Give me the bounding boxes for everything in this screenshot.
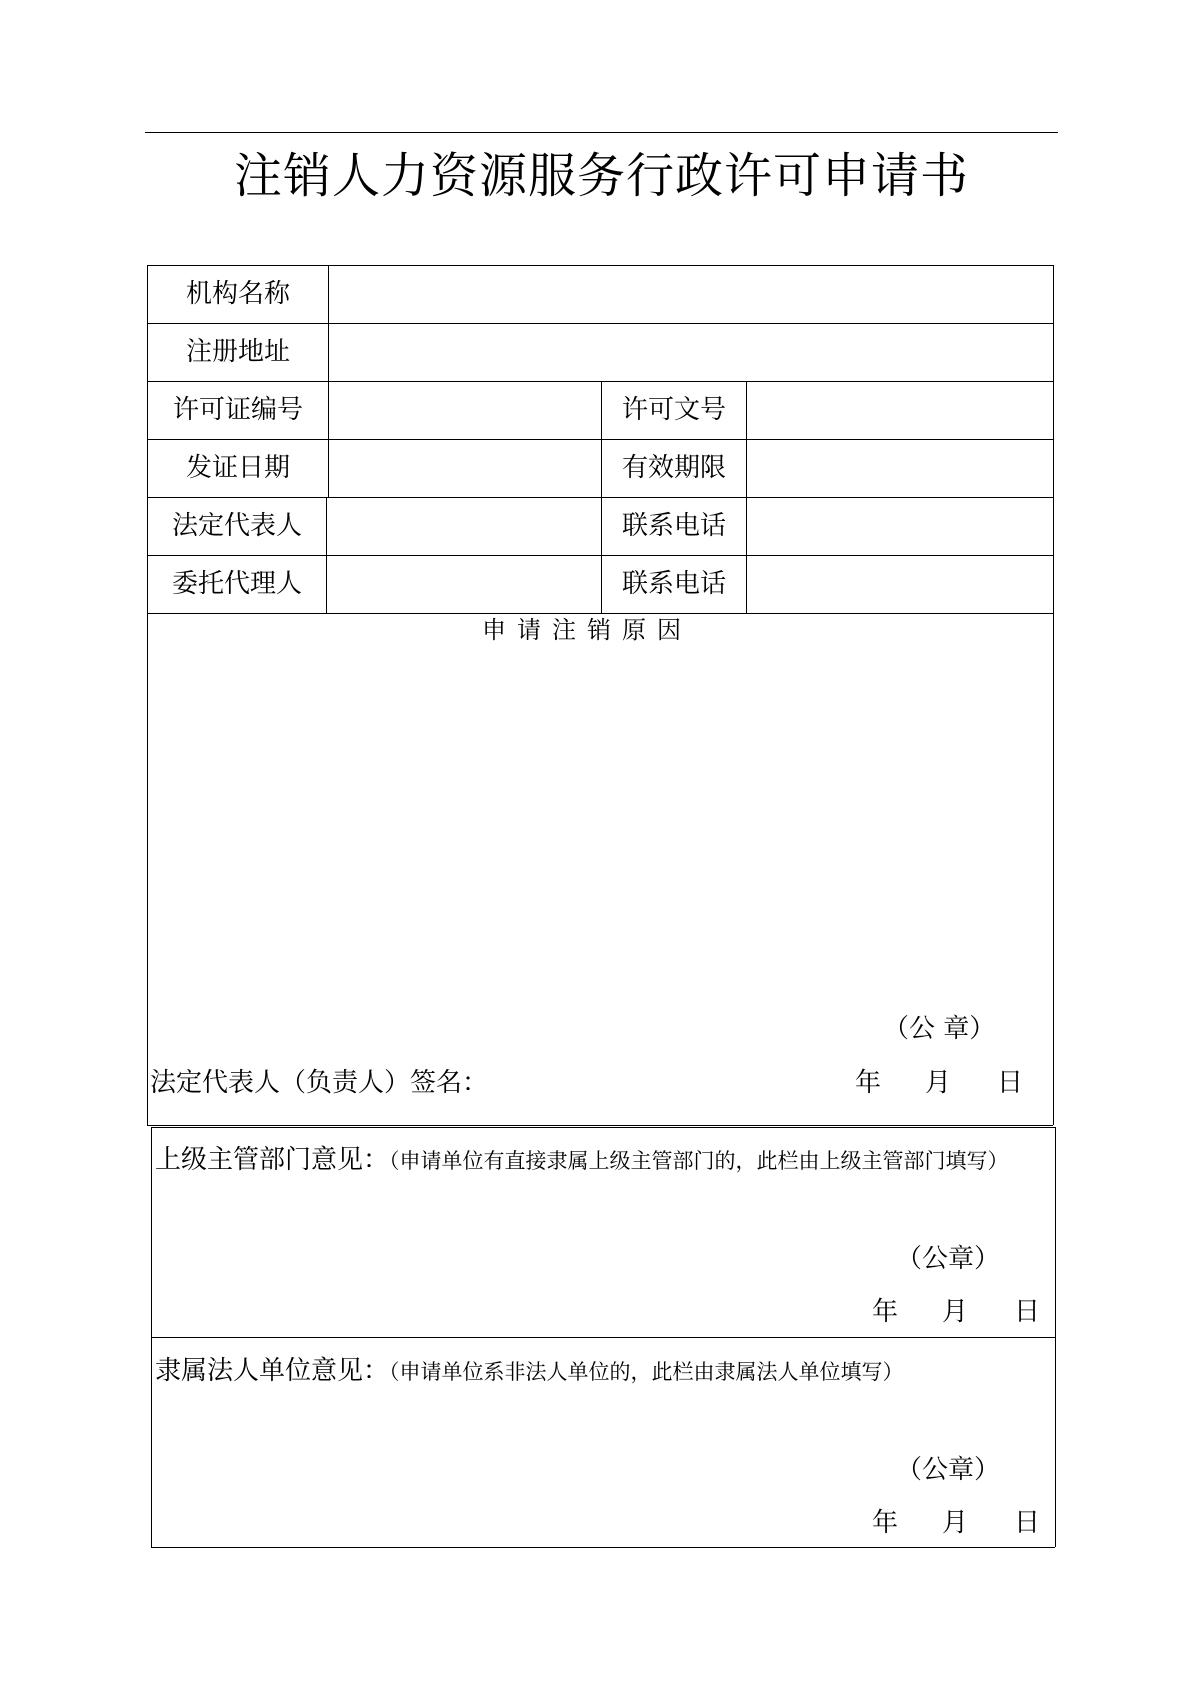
phone-label-2: 联系电话 bbox=[621, 569, 726, 599]
title-rule bbox=[145, 132, 1058, 133]
legal-entity-day: 日 bbox=[1014, 1508, 1041, 1538]
license-no-field[interactable] bbox=[330, 382, 600, 438]
reason-month: 月 bbox=[925, 1068, 952, 1098]
legal-entity-year: 年 bbox=[872, 1508, 899, 1538]
supervisor-seal: （公章） bbox=[896, 1244, 1001, 1274]
org-name-field[interactable] bbox=[330, 266, 1052, 322]
page-title: 注销人力资源服务行政许可申请书 bbox=[233, 148, 969, 204]
supervisor-day: 日 bbox=[1014, 1297, 1041, 1327]
phone-field-2[interactable] bbox=[748, 556, 1052, 612]
agent-field[interactable] bbox=[328, 556, 600, 612]
issue-date-label: 发证日期 bbox=[185, 453, 290, 483]
legal-entity-label: 隶属法人单位意见： bbox=[155, 1356, 390, 1386]
reg-address-field[interactable] bbox=[330, 324, 1052, 380]
legal-entity-opinion bbox=[155, 1350, 904, 1387]
issue-date-field[interactable] bbox=[330, 440, 600, 496]
legal-entity-month: 月 bbox=[942, 1508, 969, 1538]
supervisor-opinion bbox=[155, 1139, 1009, 1176]
legal-entity-seal: （公章） bbox=[896, 1455, 1001, 1485]
signature-label: 法定代表人（负责人）签名： bbox=[150, 1068, 489, 1098]
agent-label: 委托代理人 bbox=[171, 569, 302, 599]
supervisor-month: 月 bbox=[942, 1297, 969, 1327]
reg-address-label: 注册地址 bbox=[185, 337, 290, 367]
validity-field[interactable] bbox=[748, 440, 1052, 496]
permit-doc-no-label: 许可文号 bbox=[621, 395, 726, 425]
reason-field[interactable] bbox=[150, 650, 1050, 990]
legal-rep-field[interactable] bbox=[328, 498, 600, 554]
license-no-label: 许可证编号 bbox=[172, 395, 303, 425]
supervisor-label: 上级主管部门意见： bbox=[155, 1145, 390, 1175]
reason-year: 年 bbox=[855, 1068, 882, 1098]
validity-label: 有效期限 bbox=[621, 453, 726, 483]
phone-field-1[interactable] bbox=[748, 498, 1052, 554]
permit-doc-no-field[interactable] bbox=[748, 382, 1052, 438]
reason-day: 日 bbox=[997, 1068, 1024, 1098]
phone-label-1: 联系电话 bbox=[621, 511, 726, 541]
org-name-label: 机构名称 bbox=[185, 279, 290, 309]
reason-heading: 申请注销原因 bbox=[482, 616, 692, 644]
supervisor-note: （申请单位有直接隶属上级主管部门的，此栏由上级主管部门填写） bbox=[389, 1149, 1009, 1173]
supervisor-year: 年 bbox=[872, 1297, 899, 1327]
legal-entity-note: （申请单位系非法人单位的，此栏由隶属法人单位填写） bbox=[389, 1360, 904, 1384]
reason-seal: （公 章） bbox=[883, 1014, 996, 1044]
legal-rep-label: 法定代表人 bbox=[171, 511, 302, 541]
